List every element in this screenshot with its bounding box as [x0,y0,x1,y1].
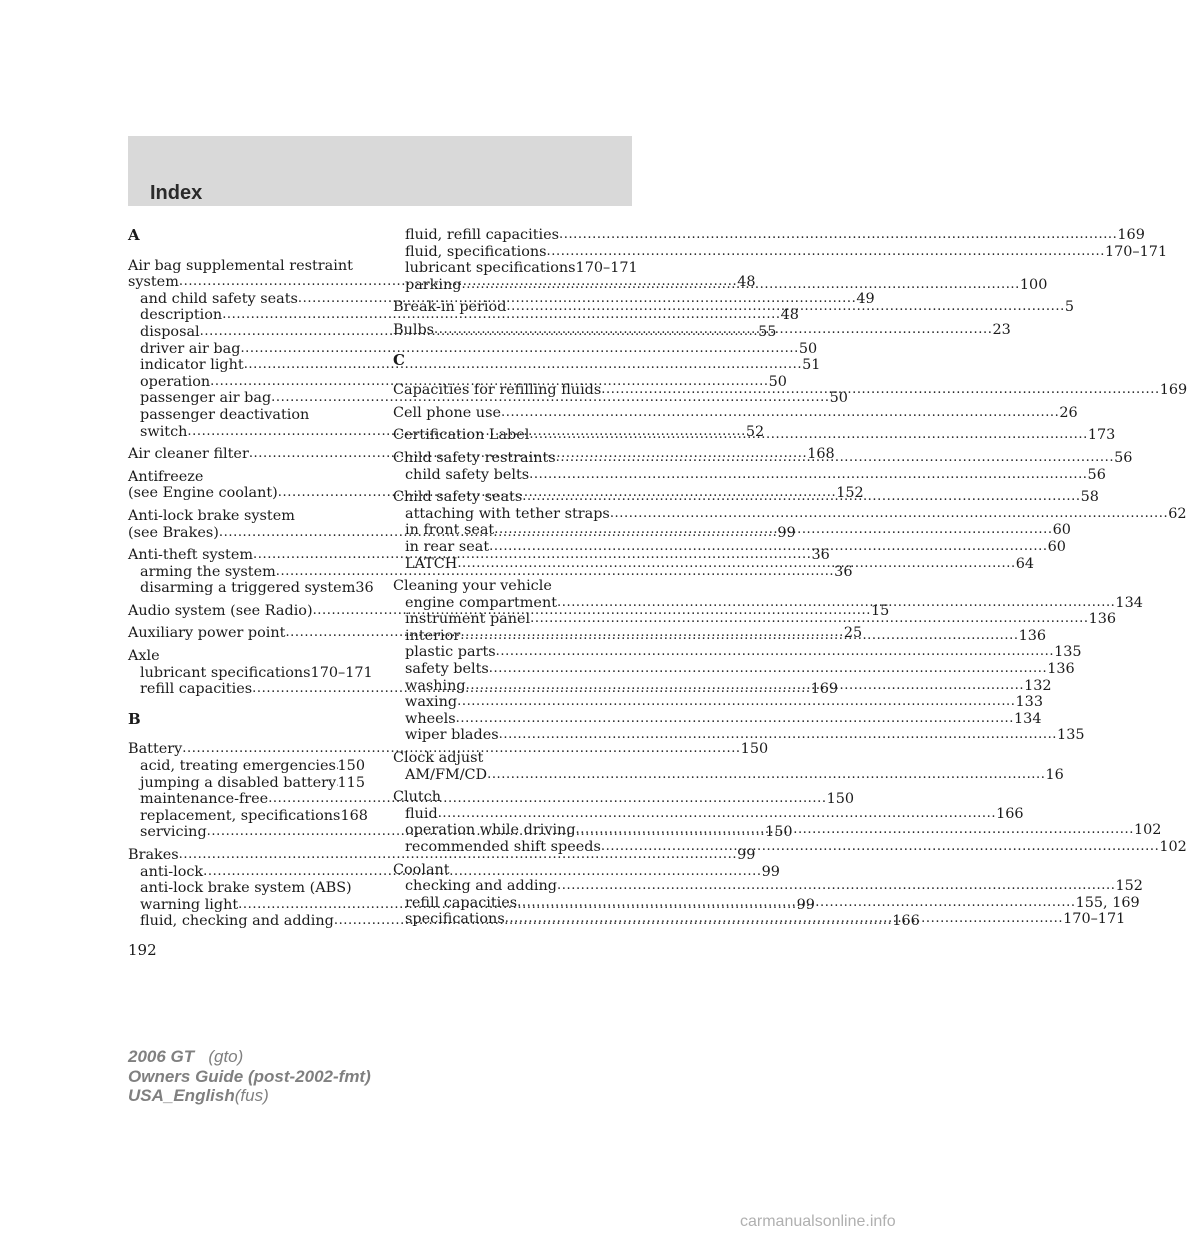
index-page-ref: 15 [871,602,890,619]
index-page-ref: 136 [1088,611,1117,628]
index-term: Clock adjust [393,750,484,767]
dot-leader [466,678,1024,695]
index-page-ref: 155, 169 [1075,894,1140,911]
index-page-ref: 136 [1018,627,1047,644]
document-footer [128,1047,371,1106]
dot-leader [522,489,1080,506]
index-page-ref: 62 [1168,505,1187,522]
dot-leader [601,839,1159,856]
index-entry-line [128,648,365,665]
index-page-ref: 135 [1054,644,1082,661]
index-term: child safety belts [405,466,530,483]
index-letter-heading: C [393,350,405,369]
index-term: fluid, checking and adding [140,913,334,930]
index-term: Break-in period [393,299,507,316]
index-entry-line [393,750,632,767]
index-page-ref: 26 [1059,404,1078,421]
index-term: LATCH [405,555,458,572]
index-term: safety belts [405,661,489,678]
index-entry-line [393,789,632,806]
index-entry-line [128,508,365,525]
index-page-ref: 99 [777,524,796,541]
index-page-ref: 48 [780,307,799,324]
index-term: plastic parts [405,644,496,661]
index-page-ref: 135 [1057,727,1085,744]
index-term: Axle [128,648,160,665]
index-term: arming the system [140,563,276,580]
index-page-ref: 50 [829,390,848,407]
dot-leader [529,427,1087,444]
index-term: fluid, refill capacities [405,227,559,243]
watermark: carmanualsonline.info [740,1213,896,1230]
index-page-ref: 56 [1087,466,1106,483]
index-page-ref: 166 [996,805,1024,822]
index-page-ref: 170–171 [1104,243,1168,260]
index-term: Bulbs [393,321,435,338]
index-term: fluid [405,805,438,822]
dot-leader [547,244,1105,261]
index-page-ref: 169 [810,681,839,698]
index-subentry-line [128,407,365,424]
index-term: recommended shift speeds [405,839,601,855]
index-page-ref: 169 [1159,382,1187,399]
dot-leader [487,767,1045,784]
index-subentry-line [128,880,365,897]
dot-leader [489,661,1047,678]
index-term: fluid, specifications [405,243,547,260]
page-title: Index [150,182,203,204]
index-page-ref: 51 [802,357,821,374]
index-term: maintenance-free [140,791,269,808]
index-term: (see Brakes) [128,524,219,541]
index-page-ref: 55 [758,323,777,340]
index-term: Child safety restraints [393,449,556,466]
index-subentry-line [128,357,821,374]
index-page-ref: 36 [811,547,830,564]
index-page-ref: 60 [1052,522,1071,539]
index-term: acid, treating emergencies [140,758,336,775]
index-term: anti-lock [140,863,204,880]
index-page-ref: 134 [1115,594,1143,611]
index-subentry-line [393,766,1064,784]
index-subentry-line [393,710,1042,728]
dot-leader [601,382,1159,399]
index-subentry-line [393,227,1145,244]
dot-leader [456,711,1014,728]
index-term: Audio system (see Radio) [128,602,313,619]
dot-leader [461,277,1019,294]
index-term: parking [405,276,462,293]
index-page-ref: 23 [992,321,1011,338]
dot-leader [501,405,1059,422]
index-page-ref: 102 [1159,839,1187,855]
index-term: Air bag supplemental restraint [128,257,353,274]
index-subentry-line [393,466,1106,484]
index-term: warning light [140,896,239,913]
index-term: AM/FM/CD [405,766,488,783]
index-term: Battery [128,741,183,758]
footer-guide-name: Owners Guide (post-2002-fmt) [128,1066,371,1086]
index-entry-line [128,741,769,758]
index-entry-line [393,404,1078,422]
dot-leader [517,895,1075,912]
index-page-ref: 25 [843,625,863,642]
dot-leader [438,806,996,823]
index-term: jumping a disabled battery [140,774,337,791]
index-term: disposal [140,323,200,340]
index-page-ref: 150 [826,791,855,808]
index-page-ref: 168 [340,807,368,824]
index-page-ref: 16 [1045,766,1064,783]
dot-leader [489,539,1047,556]
index-page-ref: 152 [1115,878,1143,895]
index-page-ref: 169 [1117,227,1145,243]
index-term: replacement, specifications [140,807,341,824]
index-term: in rear seat [405,538,490,555]
index-term: refill capacities [405,894,518,911]
index-page-ref: 49 [856,290,875,307]
index-page-ref: 60 [1047,538,1066,555]
header-band [128,136,632,206]
index-subentry-line [128,807,368,825]
index-term: description [140,307,223,324]
index-page-ref: 115 [337,774,365,791]
dot-leader [457,694,1015,711]
dot-leader [529,467,1087,484]
dot-leader [557,878,1115,895]
index-term: instrument panel [405,611,531,628]
index-term: in front seat [405,522,495,539]
index-term: system [128,274,179,291]
index-page-ref: 64 [1015,555,1035,572]
index-subentry-line [393,644,1082,661]
index-page-ref: 99 [737,847,756,863]
index-term: Certification Label [393,427,530,444]
index-term: switch [140,423,188,440]
index-term: Air cleaner filter [128,446,249,463]
index-term: indicator light [140,357,244,374]
index-term: checking and adding [405,878,558,895]
dot-leader [559,227,1117,244]
dot-leader [557,595,1115,612]
index-page-ref: 50 [768,373,787,390]
index-term: Clutch [393,789,441,806]
index-page-ref: 58 [1080,489,1099,506]
index-term: specifications [405,911,505,928]
footer-model-code: (gto) [208,1047,244,1066]
index-subentry-line [128,775,365,792]
index-page-ref: 36 [355,580,374,597]
index-term: Auxiliary power point [128,625,286,642]
index-term: waxing [405,694,458,711]
index-term: operation [140,373,211,390]
index-page-ref: 102 [1133,822,1162,839]
index-term: anti-lock brake system (ABS) [140,880,352,897]
index-subentry-line [128,664,373,682]
index-page-ref: 150 [740,741,769,758]
index-page-ref: 52 [745,423,765,440]
index-term: washing [405,677,466,694]
index-subentry-line [393,805,1024,823]
index-term: engine compartment [405,594,557,611]
dot-leader [457,556,1015,573]
index-page-ref: 170–171 [575,260,638,277]
index-page-ref: 152 [836,485,864,502]
index-page-ref: 100 [1019,276,1048,293]
dot-leader [506,299,1064,316]
index-page-ref: 173 [1087,427,1116,444]
index-subentry-line [393,727,1085,744]
index-page-ref: 136 [1047,661,1075,678]
index-term: lubricant specifications [405,260,576,277]
index-term: attaching with tether straps [405,505,610,522]
index-term: Coolant [393,861,450,878]
index-term: lubricant specifications [140,664,311,681]
index-page-ref: 99 [761,863,780,880]
index-subentry-line [393,505,1187,523]
index-page-ref: 170–171 [1063,911,1126,928]
index-term: Cell phone use [393,404,501,421]
index-page-ref: 170–171 [310,664,373,681]
index-page-ref: 150 [765,824,793,841]
index-page-ref: 168 [807,446,835,463]
index-subentry-line [393,243,1168,261]
index-term: (see Engine coolant) [128,485,278,502]
index-subentry-line [393,611,1117,628]
dot-leader [434,322,992,339]
page-number: 192 [128,941,157,959]
index-letter-heading: A [128,226,140,244]
index-subentry-line [128,758,365,775]
index-page-ref: 150 [337,758,365,775]
index-term: Anti-lock brake system [128,507,295,524]
index-term: driver air bag [140,340,241,357]
index-entry-line [128,258,365,275]
footer-model: 2006 GT [128,1047,195,1066]
index-page-ref: 5 [1064,299,1074,316]
index-term: Brakes [128,847,179,863]
dot-leader [494,522,1052,539]
dot-leader [556,450,1114,467]
index-page-ref: 50 [798,340,818,357]
index-page-ref: 48 [737,274,756,291]
index-subentry-line [393,661,1075,678]
dot-leader [505,911,1063,928]
index-term: disarming a triggered system [140,580,356,597]
dot-leader [499,727,1057,744]
index-letter-heading: B [128,709,141,728]
index-entry [393,404,1078,422]
index-term: refill capacities [140,681,253,698]
footer-locale-code: (fus) [234,1086,269,1105]
index-page-ref: 99 [796,896,815,913]
index-page-ref: 56 [1114,449,1133,466]
index-page-ref: 132 [1024,677,1052,694]
index-entry-line [393,862,632,879]
index-entry-line [128,469,365,486]
index-term: and child safety seats [140,290,298,307]
index-term: wheels [405,710,456,727]
index-page-ref: 166 [892,913,920,930]
index-term: Antifreeze [128,468,204,485]
index-subentry-line [393,694,1043,711]
index-term: wiper blades [405,727,499,744]
index-term: passenger air bag [140,390,272,407]
index-page-ref: 133 [1015,694,1043,711]
index-page-ref: 36 [834,563,853,580]
index-subentry-line [393,260,638,277]
index-entry-line [393,578,632,595]
index-term: Anti-theft system [128,547,254,564]
index-subentry-line [128,340,818,358]
index-page-ref: 134 [1014,710,1042,727]
dot-leader [576,822,1134,839]
index-subentry-line [393,878,1143,895]
dot-leader [496,644,1054,661]
dot-leader [460,628,1018,645]
index-term: operation while driving [405,822,576,839]
dot-leader [610,506,1168,523]
index-term: Cleaning your vehicle [393,578,552,595]
index-term: interior [405,627,461,644]
index-term: servicing [140,824,207,841]
dot-leader [530,611,1088,628]
index-term: passenger deactivation [140,406,310,423]
index-subentry-line [128,580,374,597]
index-entry [393,750,1064,783]
footer-locale: USA_English [128,1086,235,1105]
index-term: Capacities for refilling fluids [393,382,602,399]
index-term: Child safety seats [393,489,523,506]
